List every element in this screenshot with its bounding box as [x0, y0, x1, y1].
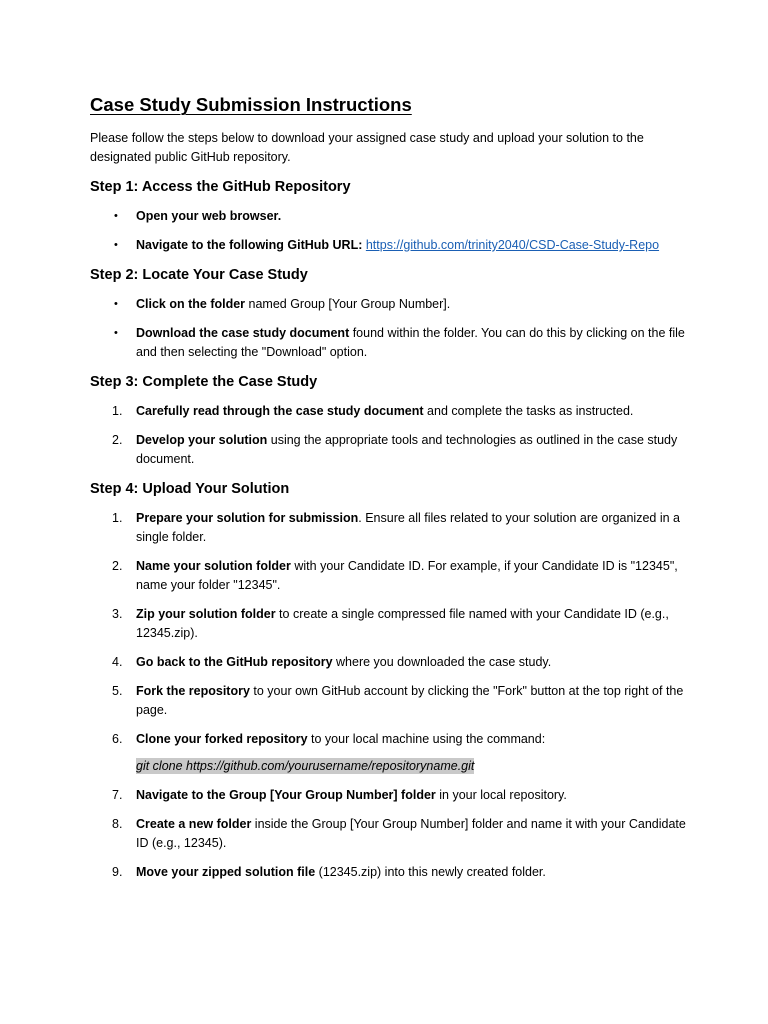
item-text: where you downloaded the case study.	[332, 655, 552, 669]
list-item	[90, 236, 690, 255]
list-number: 7.	[112, 788, 123, 802]
item-text: to create a single compressed file named with your Candidate ID (e.g., 12345.zip).	[136, 607, 669, 640]
item-text: inside the Group [Your Group Number] folder and name it with your Candidate ID (e.g., 12345).	[136, 817, 686, 850]
document-content	[90, 92, 690, 892]
bullet-marker: •	[114, 239, 118, 251]
list-number: 2.	[112, 433, 123, 447]
item-text: named Group [Your Group Number].	[245, 297, 451, 311]
item-bold-text: Navigate to the following GitHub URL:	[136, 238, 363, 252]
bullet-marker: •	[114, 210, 118, 222]
list-item	[90, 815, 690, 853]
git-clone-command: git clone https://github.com/yourusername/repositoryname.git	[136, 759, 475, 773]
list-item	[90, 863, 690, 882]
list-number: 1.	[112, 404, 123, 418]
list-number: 1.	[112, 511, 123, 525]
item-text: using the appropriate tools and technologies as outlined in the case study document.	[136, 433, 678, 466]
github-repo-link[interactable]: https://github.com/trinity2040/CSD-Case-Study-Repo	[365, 238, 660, 252]
git-clone-command-line	[90, 757, 690, 776]
step4-list	[90, 509, 690, 749]
item-text: to your own GitHub account by clicking the "Fork" button at the top right of the page.	[136, 684, 684, 717]
bullet-marker: •	[114, 298, 118, 310]
item-text: found within the folder. You can do this by clicking on the file and then selecting the "Download" option.	[136, 326, 685, 359]
step1-list	[90, 207, 690, 255]
list-item	[90, 730, 690, 749]
item-bold-text: Prepare your solution for submission	[136, 511, 359, 525]
item-bold-text: Clone your forked repository	[136, 732, 308, 746]
item-bold-text: Create a new folder	[136, 817, 252, 831]
list-item	[90, 324, 690, 362]
list-item	[90, 295, 690, 314]
list-item	[90, 431, 690, 469]
item-bold-text: Develop your solution	[136, 433, 268, 447]
list-number: 8.	[112, 817, 123, 831]
list-number: 9.	[112, 865, 123, 879]
item-bold-text: Navigate to the Group [Your Group Number] folder	[136, 788, 436, 802]
item-bold-text: Fork the repository	[136, 684, 250, 698]
list-number: 6.	[112, 732, 123, 746]
item-text: and complete the tasks as instructed.	[423, 404, 634, 418]
list-item	[90, 682, 690, 720]
step1-heading: Step 1: Access the GitHub Repository	[90, 179, 351, 195]
list-item	[90, 509, 690, 547]
list-number: 5.	[112, 684, 123, 698]
step4-list-continued	[90, 786, 690, 882]
item-bold-text: Go back to the GitHub repository	[136, 655, 333, 669]
item-text: (12345.zip) into this newly created folder.	[315, 865, 546, 879]
item-bold-text: Zip your solution folder	[136, 607, 276, 621]
item-text: to your local machine using the command:	[307, 732, 546, 746]
list-number: 4.	[112, 655, 123, 669]
step4-heading: Step 4: Upload Your Solution	[90, 481, 290, 497]
step3-heading: Step 3: Complete the Case Study	[90, 374, 318, 390]
item-bold-text: Click on the folder	[136, 297, 246, 311]
list-item	[90, 557, 690, 595]
step3-list	[90, 402, 690, 469]
bullet-marker: •	[114, 327, 118, 339]
item-bold-text: Carefully read through the case study document	[136, 404, 424, 418]
list-number: 2.	[112, 559, 123, 573]
list-item	[90, 653, 690, 672]
item-bold-text: Name your solution folder	[136, 559, 291, 573]
item-text: in your local repository.	[435, 788, 567, 802]
step2-heading: Step 2: Locate Your Case Study	[90, 267, 308, 283]
list-item	[90, 207, 690, 226]
page-title: Case Study Submission Instructions	[90, 94, 412, 115]
item-bold-text: Download the case study document	[136, 326, 350, 340]
list-number: 3.	[112, 607, 123, 621]
intro-paragraph: Please follow the steps below to download your assigned case study and upload your solution to the designated public GitHub repository.	[90, 131, 644, 164]
item-text: . Ensure all files related to your solution are organized in a single folder.	[136, 511, 680, 544]
list-item	[90, 786, 690, 805]
item-bold-text: Move your zipped solution file	[136, 865, 316, 879]
item-bold-text: Open your web browser.	[136, 209, 282, 223]
list-item	[90, 605, 690, 643]
step2-list	[90, 295, 690, 362]
item-text: with your Candidate ID. For example, if your Candidate ID is "12345", name your folder "12345".	[136, 559, 678, 592]
list-item	[90, 402, 690, 421]
